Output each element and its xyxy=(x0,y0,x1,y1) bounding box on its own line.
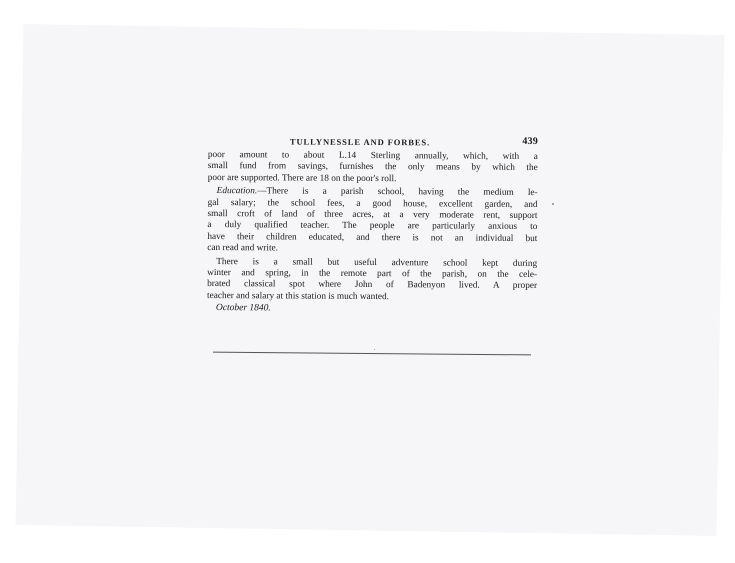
text-line: poor are supported. There are 18 on the poor's roll. xyxy=(207,172,397,184)
paragraph-adventure-school xyxy=(207,257,537,305)
text-line: small croft of land of three acres, at a very moderate rent, support xyxy=(207,208,538,221)
scan-speck xyxy=(552,203,554,205)
text-line: brated classical spot where John of Badenyon lived. A proper xyxy=(207,279,538,292)
text-line: winter and spring, in the remote part of the parish, on the cele- xyxy=(207,267,538,280)
paragraph-poor-fund xyxy=(208,150,538,186)
page-number: 439 xyxy=(522,135,538,148)
page-text-block xyxy=(207,134,538,316)
scan-speck xyxy=(374,349,375,350)
date-line: October 1840. xyxy=(215,303,271,314)
text-line: small fund from savings, furnishes the only means by which the xyxy=(207,161,538,174)
text-line-rest: —There is a parish school, having the medium le- xyxy=(257,186,538,199)
page-header xyxy=(208,134,538,152)
text-line: have their children educated, and there is not an individual but xyxy=(207,231,538,244)
text-line: gal salary; the school fees, a good house, excellent garden, and xyxy=(207,197,538,210)
paragraph-education xyxy=(207,186,537,256)
text-line: teacher and salary at this station is much wanted. xyxy=(206,290,390,302)
text-line: There is a small but useful adventure school kept during xyxy=(216,256,538,269)
text-line: poor amount to about L.14 Sterling annually, which, with a xyxy=(207,149,538,163)
running-head: TULLYNESSLE AND FORBES. xyxy=(289,136,431,148)
section-lead-education: Education. xyxy=(216,186,258,197)
text-line: a duly qualified teacher. The people are particularly anxious to xyxy=(207,220,538,233)
text-line: can read and write. xyxy=(207,243,279,254)
